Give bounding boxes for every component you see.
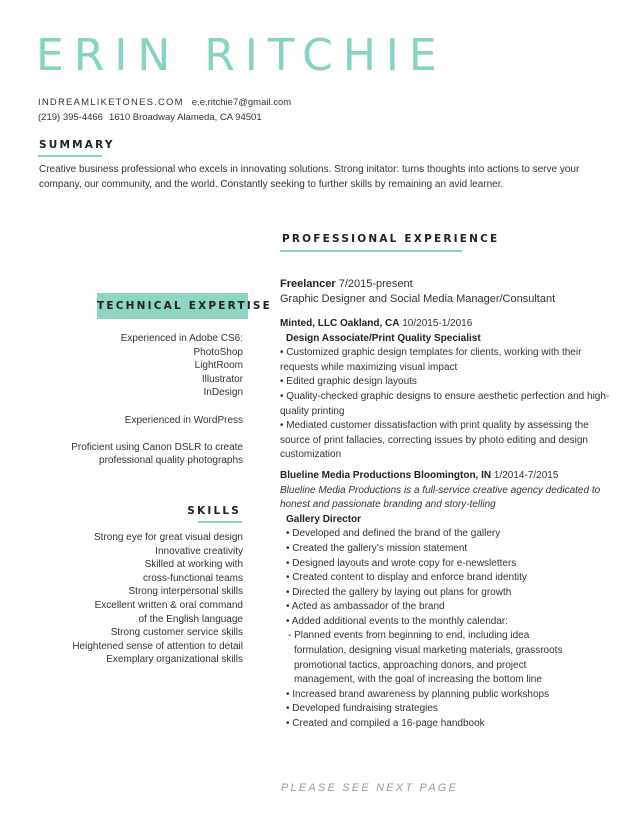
job-header-freelancer [280, 277, 610, 292]
company-name: Blueline Media Productions Bloomington, IN [280, 469, 492, 481]
skill-item: Innovative creativity [155, 545, 243, 557]
job-line: • Quality-checked graphic designs to ensure aesthetic perfection and high- [280, 390, 610, 402]
skill-item: Strong eye for great visual design [94, 532, 243, 543]
company-name: Minted, LLC Oakland, CA [280, 318, 400, 329]
job-subbullet: formulation, designing visual marketing materials, grassroots [294, 645, 563, 657]
skill-item: Strong customer service skills [110, 627, 243, 639]
summary-line: company, our community, and the world. Constantly seeking to further skills by remaining an avid learner. [39, 179, 504, 190]
job-dates: 10/2015-1/2016 [399, 318, 473, 329]
job-header-blueline [280, 469, 610, 484]
skill-item: Skilled at working with [144, 559, 243, 571]
skill-item: Heightened sense of attention to detail [72, 640, 243, 652]
job-bullet: • Increased brand awareness by planning public workshops [286, 688, 550, 700]
company-description: honest and passionate branding and story-telling [280, 499, 496, 511]
job-line: • Customized graphic design templates for clients, working with their [280, 347, 582, 359]
contact-info [38, 95, 291, 125]
skill-item: of the English language [138, 613, 243, 625]
company-description: Blueline Media Productions is a full-service creative agency dedicated to [280, 484, 601, 496]
address: 1610 Broadway Alameda, CA 94501 [108, 112, 262, 123]
job-bullet: • Developed and defined the brand of the gallery [286, 528, 501, 540]
skills-list [72, 531, 243, 667]
summary-divider [38, 155, 102, 157]
technical-item: LightRoom [194, 360, 243, 372]
skill-item: cross-functional teams [142, 572, 243, 584]
spacer [280, 307, 610, 317]
company-name: Freelancer [280, 278, 336, 290]
resume-name: ERIN RITCHIE [36, 30, 447, 81]
contact-line-1 [38, 95, 291, 110]
job-line: • Mediated customer dissatisfaction with print quality by assessing the [280, 420, 589, 432]
technical-item: PhotoShop [193, 346, 243, 358]
skills-heading: SKILLS [187, 505, 241, 517]
professional-experience-divider [280, 250, 462, 252]
job-line: customization [280, 449, 342, 461]
job-subbullet: promotional tactics, approaching donors, and project [294, 659, 527, 671]
job-role: Gallery Director [286, 513, 362, 525]
spacer [71, 427, 243, 441]
job-dates: 1/2014-7/2015 [491, 469, 559, 481]
job-subbullet: - Planned events from beginning to end, including idea [288, 630, 530, 642]
job-bullet: • Developed fundraising strategies [286, 703, 438, 715]
website-link[interactable]: INDREAMLIKETONES.COM [38, 97, 184, 108]
job-line: quality printing [280, 405, 345, 417]
skill-item: Exemplary organizational skills [106, 654, 243, 666]
technical-expertise-heading: TECHNICAL EXPERTISE [97, 293, 248, 319]
contact-line-2 [38, 110, 291, 125]
skill-item: Excellent written & oral command [94, 599, 243, 611]
job-bullet: • Created and compiled a 16-page handbook [286, 718, 485, 730]
job-bullet: • Acted as ambassador of the brand [286, 601, 445, 613]
professional-experience-heading: PROFESSIONAL EXPERIENCE [282, 233, 500, 245]
email-link[interactable]: e.e.ritchie7@gmail.com [191, 97, 292, 108]
skill-item: Strong interpersonal skills [128, 586, 243, 598]
job-bullet: • Created content to display and enforce brand identity [286, 572, 527, 584]
job-line: requests while maximizing visual impact [280, 361, 458, 373]
job-bullet: • Designed layouts and wrote copy for e-newsletters [286, 557, 517, 569]
job-line: • Edited graphic design layouts [280, 376, 417, 388]
skills-divider [198, 521, 242, 523]
phone-number: (219) 395-4466 [38, 112, 103, 123]
technical-expertise-list [71, 332, 243, 468]
technical-item: Illustrator [201, 373, 243, 385]
technical-item: professional quality photographs [99, 455, 243, 467]
job-bullet: • Directed the gallery by laying out plans for growth [286, 586, 512, 598]
job-subbullet: management, with the goal of increasing the bottom line [294, 674, 542, 686]
technical-item: InDesign [203, 387, 243, 399]
summary-line: Creative business professional who excels in innovating solutions. Strong initator: turns thoughts into actions to serve your [39, 164, 580, 175]
summary-heading: SUMMARY [39, 139, 115, 151]
technical-item: Experienced in WordPress [124, 414, 243, 426]
job-bullet: • Added additional events to the monthly calendar: [286, 615, 508, 627]
summary-text [39, 162, 599, 192]
job-line: source of print fallacies, correcting issues by photo editing and design [280, 434, 588, 446]
job-role: Design Associate/Print Quality Specialist [286, 332, 481, 344]
next-page-note: PLEASE SEE NEXT PAGE [281, 782, 459, 794]
spacer [71, 400, 243, 414]
technical-item: Experienced in Adobe CS6: [120, 333, 243, 344]
job-dates: 7/2015-present [335, 278, 413, 290]
job-header-minted [280, 317, 610, 332]
experience-section [280, 277, 610, 732]
job-bullet: • Created the gallery’s mission statement [286, 542, 468, 554]
job-role: Graphic Designer and Social Media Manager/Consultant [280, 293, 556, 305]
technical-item: Proficient using Canon DSLR to create [71, 441, 243, 453]
